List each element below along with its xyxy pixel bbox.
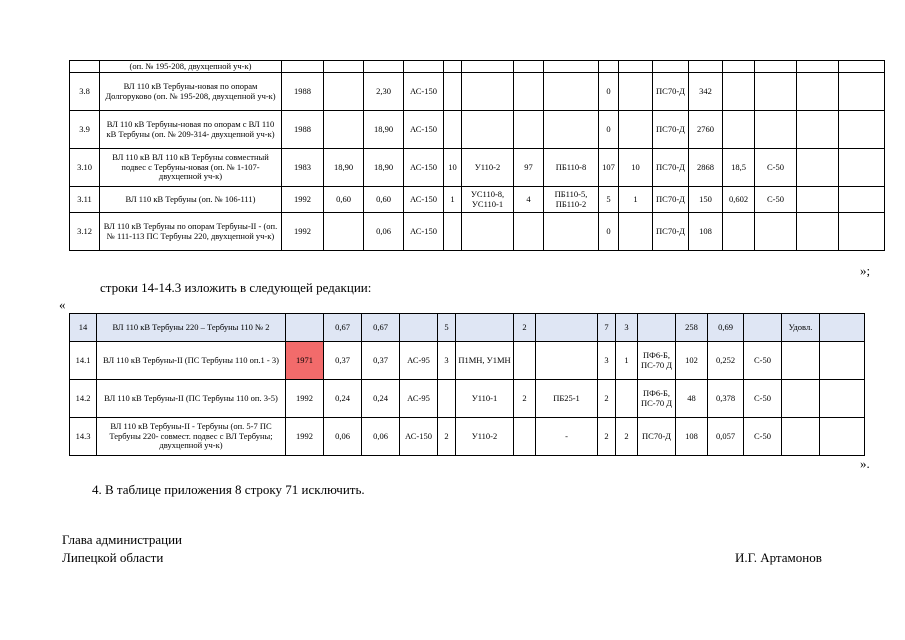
cell-c6 [404,61,444,73]
cell-c13: ПФ6-Б, ПС-70 Д [638,380,676,418]
cell-no: 14.2 [70,380,97,418]
cell-c10 [544,111,599,149]
cell-c7: 3 [438,342,456,380]
cell-c8 [462,61,514,73]
cell-c16: С-50 [755,149,797,187]
cell-c3: 1988 [282,73,324,111]
cell-c9: 4 [514,187,544,213]
cell-c9: 97 [514,149,544,187]
cell-c14: 150 [689,187,723,213]
signature-name: И.Г. Артамонов [735,550,822,565]
table-row [70,149,885,187]
cell-c16: С-50 [744,342,782,380]
cell-c10: ПБ110-5, ПБ110-2 [544,187,599,213]
cell-c3: 1971 [286,342,324,380]
cell-c4 [324,111,364,149]
cell-c15 [723,61,755,73]
cell-c6: АС-150 [404,149,444,187]
cell-c7 [444,61,462,73]
cell-c5: 0,37 [362,342,400,380]
cell-c6 [400,314,438,342]
signature-title-line1: Глава администрации [62,532,183,547]
cell-c5: 2,30 [364,73,404,111]
table-row [70,73,885,111]
cell-c13: ПС70-Д [653,213,689,251]
cell-c15 [723,111,755,149]
cell-c9 [514,213,544,251]
cell-c11: 2 [598,418,616,456]
cell-c16: С-50 [744,380,782,418]
open-quote: « [59,297,66,312]
cell-c14: 2760 [689,111,723,149]
cell-c18 [839,61,885,73]
cell-c7 [444,213,462,251]
cell-c7 [438,380,456,418]
cell-c6: АС-150 [404,111,444,149]
cell-c16: С-50 [755,187,797,213]
cell-c4 [324,61,364,73]
cell-c17 [797,61,839,73]
cell-c16: С-50 [744,418,782,456]
cell-c11: 0 [599,111,619,149]
table-row [70,418,865,456]
cell-c14 [689,61,723,73]
cell-c6: АС-150 [400,418,438,456]
cell-c5: 0,24 [362,380,400,418]
cell-c13: ПС70-Д [653,149,689,187]
cell-c17 [782,380,820,418]
cell-c5: 18,90 [364,149,404,187]
cell-c12 [616,380,638,418]
cell-no: 3.8 [70,73,100,111]
cell-c13: ПС70-Д [638,418,676,456]
cell-c17 [797,187,839,213]
cell-c10: ПБ25-1 [536,380,598,418]
cell-c13: ПС70-Д [653,187,689,213]
cell-c12: 1 [619,187,653,213]
cell-c13: ПФ6-Б, ПС-70 Д [638,342,676,380]
cell-c8: УС110-8, УС110-1 [462,187,514,213]
cell-c4: 18,90 [324,149,364,187]
cell-c12: 1 [616,342,638,380]
cell-c18 [820,342,865,380]
cell-c17 [797,73,839,111]
cell-c9 [514,61,544,73]
cell-c14: 342 [689,73,723,111]
cell-c10 [544,213,599,251]
cell-c7 [444,73,462,111]
table-row [70,342,865,380]
table-upper [69,60,885,251]
cell-c16 [755,213,797,251]
table-row [70,61,885,73]
cell-c9: 2 [514,314,536,342]
cell-c13: ПС70-Д [653,111,689,149]
cell-c3: 1992 [286,380,324,418]
cell-c3: 1988 [282,111,324,149]
cell-c10: - [536,418,598,456]
cell-c5: 0,06 [362,418,400,456]
cell-c3 [282,61,324,73]
cell-c14: 2868 [689,149,723,187]
cell-c6: АС-150 [404,73,444,111]
cell-c7 [444,111,462,149]
cell-c17: Удовл. [782,314,820,342]
cell-name: ВЛ 110 кВ Тербуны-новая по опорам с ВЛ 110 кВ Тербуны (оп. № 209-314- двухцепной уч-к) [100,111,282,149]
cell-c9 [514,111,544,149]
cell-c3: 1992 [286,418,324,456]
cell-c18 [820,314,865,342]
cell-c7: 10 [444,149,462,187]
cell-c10 [544,61,599,73]
cell-c8: П1МН, У1МН [456,342,514,380]
instruction-text: строки 14-14.3 изложить в следующей редакции: [100,280,372,295]
cell-c11 [599,61,619,73]
cell-c17 [797,213,839,251]
cell-c18 [839,187,885,213]
cell-c8 [456,314,514,342]
cell-name: ВЛ 110 кВ Тербуны-новая по опорам Долгоруково (оп. № 195-208, двухцепной уч-к) [100,73,282,111]
table-lower [69,313,865,456]
cell-name: ВЛ 110 кВ Тербуны 220 – Тербуны 110 № 2 [97,314,286,342]
cell-c5: 0,60 [364,187,404,213]
cell-c18 [839,213,885,251]
cell-c11: 0 [599,213,619,251]
cell-c8 [462,213,514,251]
table-row [70,111,885,149]
cell-c12: 2 [616,418,638,456]
table-row [70,380,865,418]
cell-c5: 18,90 [364,111,404,149]
cell-c12 [619,61,653,73]
cell-c18 [839,149,885,187]
cell-c18 [839,73,885,111]
cell-c3: 1983 [282,149,324,187]
cell-c15: 0,057 [708,418,744,456]
cell-c15 [723,213,755,251]
cell-c5: 0,67 [362,314,400,342]
cell-c10 [536,342,598,380]
table-row [70,187,885,213]
cell-c15: 0,378 [708,380,744,418]
cell-c17 [797,149,839,187]
cell-c12 [619,213,653,251]
item-4-text: 4. В таблице приложения 8 строку 71 исключить. [92,482,365,497]
cell-c11: 3 [598,342,616,380]
cell-c4: 0,24 [324,380,362,418]
cell-no [70,61,100,73]
cell-c14: 108 [676,418,708,456]
cell-name: ВЛ 110 кВ ВЛ 110 кВ Тербуны совместный подвес с Тербуны-новая (оп. № 1-107-двухцепной уч-к) [100,149,282,187]
cell-c15 [723,73,755,111]
cell-c11: 0 [599,73,619,111]
cell-c9 [514,73,544,111]
cell-c9: 2 [514,380,536,418]
cell-c7: 5 [438,314,456,342]
cell-c4: 0,60 [324,187,364,213]
cell-no: 3.9 [70,111,100,149]
cell-c4: 0,37 [324,342,362,380]
cell-c16 [744,314,782,342]
cell-c15: 0,69 [708,314,744,342]
cell-c9 [514,418,536,456]
cell-c16 [755,73,797,111]
cell-no: 3.11 [70,187,100,213]
cell-c6: АС-150 [404,213,444,251]
cell-c6: АС-95 [400,380,438,418]
cell-c17 [782,342,820,380]
cell-c16 [755,111,797,149]
cell-c4 [324,213,364,251]
cell-c18 [820,418,865,456]
cell-name: ВЛ 110 кВ Тербуны-II - Тербуны (оп. 5-7 ПС Тербуны 220- совмест. подвес с ВЛ Тербуны; двухцепной уч-к) [97,418,286,456]
cell-c18 [839,111,885,149]
cell-c13 [653,61,689,73]
cell-c10 [536,314,598,342]
cell-c8 [462,111,514,149]
cell-c17 [782,418,820,456]
cell-c15: 0,252 [708,342,744,380]
cell-c7: 1 [444,187,462,213]
cell-c7: 2 [438,418,456,456]
cell-c6: АС-150 [404,187,444,213]
cell-c6: АС-95 [400,342,438,380]
cell-c8: У110-2 [462,149,514,187]
cell-c14: 108 [689,213,723,251]
cell-c12: 3 [616,314,638,342]
cell-c11: 2 [598,380,616,418]
cell-c11: 7 [598,314,616,342]
cell-c3: 1992 [282,213,324,251]
cell-c12 [619,73,653,111]
cell-c13 [638,314,676,342]
cell-name: ВЛ 110 кВ Тербуны-II (ПС Тербуны 110 оп. 3-5) [97,380,286,418]
cell-no: 3.10 [70,149,100,187]
cell-c17 [797,111,839,149]
signature-title-line2: Липецкой области [62,550,164,565]
cell-c12: 10 [619,149,653,187]
cell-no: 14.3 [70,418,97,456]
cell-name: (оп. № 195-208, двухцепной уч-к) [100,61,282,73]
cell-c4: 0,67 [324,314,362,342]
cell-c14: 258 [676,314,708,342]
cell-c11: 107 [599,149,619,187]
cell-name: ВЛ 110 кВ Тербуны по опорам Тербуны-II - (оп. № 111-113 ПС Тербуны 220, двухцепной уч-к) [100,213,282,251]
cell-c8: У110-1 [456,380,514,418]
cell-c15: 18,5 [723,149,755,187]
cell-c4 [324,73,364,111]
cell-no: 14 [70,314,97,342]
cell-c14: 48 [676,380,708,418]
cell-c16 [755,61,797,73]
cell-c10: ПБ110-8 [544,149,599,187]
cell-c12 [619,111,653,149]
cell-c4: 0,06 [324,418,362,456]
cell-c5: 0,06 [364,213,404,251]
cell-no: 14.1 [70,342,97,380]
cell-c18 [820,380,865,418]
close-quote-2: ». [860,456,870,471]
cell-c10 [544,73,599,111]
cell-c8: У110-2 [456,418,514,456]
cell-name: ВЛ 110 кВ Тербуны-II (ПС Тербуны 110 оп.1 - 3) [97,342,286,380]
table-row [70,213,885,251]
cell-c3: 1992 [282,187,324,213]
cell-c13: ПС70-Д [653,73,689,111]
cell-c5 [364,61,404,73]
cell-c11: 5 [599,187,619,213]
cell-c8 [462,73,514,111]
cell-c14: 102 [676,342,708,380]
cell-no: 3.12 [70,213,100,251]
cell-c3 [286,314,324,342]
cell-c9 [514,342,536,380]
cell-c15: 0,602 [723,187,755,213]
close-quote-1: »; [860,263,871,278]
table-row [70,314,865,342]
cell-name: ВЛ 110 кВ Тербуны (оп. № 106-111) [100,187,282,213]
